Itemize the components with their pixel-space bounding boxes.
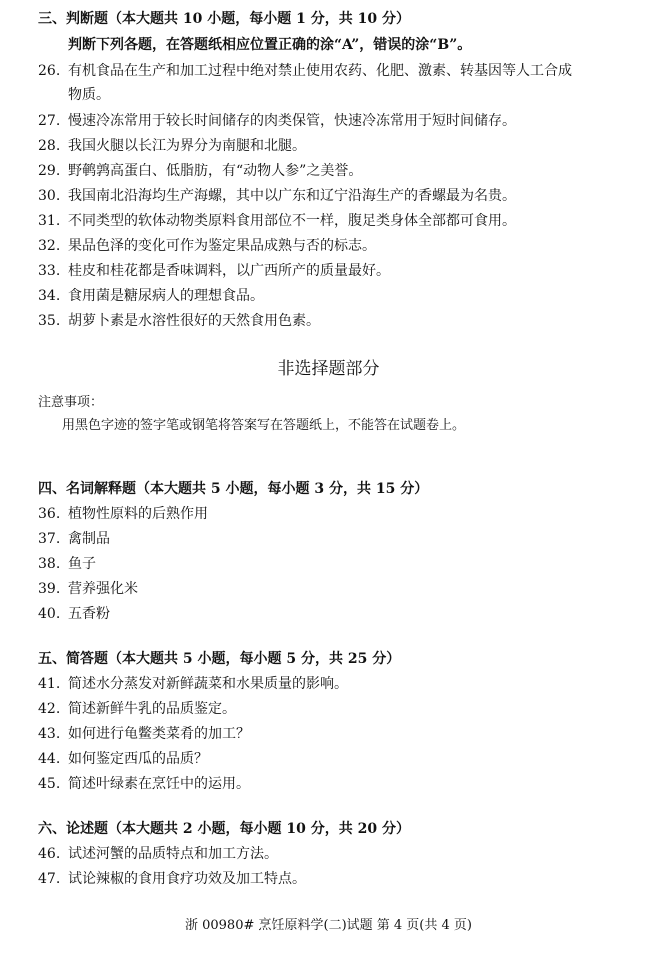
page-footer: 浙 00980# 烹饪原料学(二)试题 第 4 页(共 4 页) <box>184 918 472 933</box>
item-text: 我国火腿以长江为界分为南腿和北腿。 <box>68 138 306 154</box>
item-number: 37. <box>38 531 61 547</box>
notice-label: 注意事项： <box>38 395 104 410</box>
item-number: 34. <box>38 288 61 304</box>
list-item <box>38 675 348 693</box>
item-text: 有机食品在生产和加工过程中绝对禁止使用农药、化肥、激素、转基因等人工合成 <box>68 63 572 79</box>
item-text: 果品色泽的变化可作为鉴定果品成熟与否的标志。 <box>68 238 376 254</box>
item-number: 30. <box>38 188 61 204</box>
item-text: 胡萝卜素是水溶性很好的天然食用色素。 <box>68 313 320 329</box>
item-text: 如何进行龟鳖类菜肴的加工？ <box>68 726 250 742</box>
item-number: 41. <box>38 676 61 692</box>
item-text: 不同类型的软体动物类原料食用部位不一样，腹足类身体全部都可食用。 <box>68 213 516 229</box>
item-text: 试述河蟹的品质特点和加工方法。 <box>68 846 278 862</box>
list-item <box>38 187 516 205</box>
item-text: 植物性原料的后熟作用 <box>68 506 208 522</box>
part-title: 非选择题部分 <box>277 359 380 379</box>
list-item <box>38 287 264 305</box>
item-number: 38. <box>38 556 61 572</box>
item-number: 46. <box>38 846 61 862</box>
item-number: 39. <box>38 581 61 597</box>
item-text: 慢速冷冻常用于较长时间储存的肉类保管，快速冷冻常用于短时间储存。 <box>68 113 516 129</box>
item-text: 五香粉 <box>68 606 110 622</box>
item-text: 试论辣椒的食用食疗功效及加工特点。 <box>68 871 306 887</box>
item-number: 43. <box>38 726 61 742</box>
list-item <box>38 262 390 280</box>
item-text: 桂皮和桂花都是香味调料，以广西所产的质量最好。 <box>68 263 390 279</box>
item-number: 45. <box>38 776 61 792</box>
item-text: 简述叶绿素在烹饪中的运用。 <box>68 776 250 792</box>
item-number: 27. <box>38 113 61 129</box>
list-item <box>38 775 250 793</box>
item-number: 44. <box>38 751 61 767</box>
item-text: 食用菌是糖尿病人的理想食品。 <box>68 288 264 304</box>
item-text: 禽制品 <box>68 531 110 547</box>
list-item <box>38 530 110 548</box>
list-item <box>38 555 96 573</box>
section3-heading: 三、判断题（本大题共 10 小题，每小题 1 分，共 10 分） <box>38 11 410 27</box>
list-item <box>38 137 306 155</box>
list-item <box>38 870 306 888</box>
item-text: 我国南北沿海均生产海螺，其中以广东和辽宁沿海生产的香螺最为名贵。 <box>68 188 516 204</box>
list-item <box>38 62 572 80</box>
item-text: 野鹌鹑高蛋白、低脂肪，有“动物人参”之美誉。 <box>68 163 363 179</box>
section5-heading: 五、简答题（本大题共 5 小题，每小题 5 分，共 25 分） <box>38 651 401 667</box>
item-text: 简述新鲜牛乳的品质鉴定。 <box>68 701 236 717</box>
item-text: 如何鉴定西瓜的品质？ <box>68 751 208 767</box>
item-text-continued: 物质。 <box>68 87 110 103</box>
item-number: 36. <box>38 506 61 522</box>
list-item <box>38 312 320 330</box>
list-item <box>38 237 376 255</box>
list-item <box>38 162 362 180</box>
item-text: 鱼子 <box>68 556 96 572</box>
list-item <box>38 700 236 718</box>
item-number: 28. <box>38 138 61 154</box>
list-item <box>38 845 278 863</box>
item-number: 33. <box>38 263 61 279</box>
list-item <box>38 212 516 230</box>
notice-text: 用黑色字迹的签字笔或钢笔将答案写在答题纸上，不能答在试题卷上。 <box>62 418 466 433</box>
item-number: 32. <box>38 238 61 254</box>
list-item <box>38 605 110 623</box>
list-item <box>38 580 138 598</box>
list-item <box>38 505 208 523</box>
item-text: 简述水分蒸发对新鲜蔬菜和水果质量的影响。 <box>68 676 348 692</box>
section6-heading: 六、论述题（本大题共 2 小题，每小题 10 分，共 20 分） <box>38 821 410 837</box>
list-item <box>38 112 516 130</box>
item-number: 40. <box>38 606 61 622</box>
item-number: 29. <box>38 163 61 179</box>
list-item <box>38 750 208 768</box>
item-number: 42. <box>38 701 61 717</box>
section3-instruction: 判断下列各题，在答题纸相应位置正确的涂“A”，错误的涂“B”。 <box>68 37 472 53</box>
section4-heading: 四、名词解释题（本大题共 5 小题，每小题 3 分，共 15 分） <box>38 481 429 497</box>
item-number: 47. <box>38 871 61 887</box>
item-number: 26. <box>38 63 61 79</box>
item-number: 31. <box>38 213 61 229</box>
item-text: 营养强化米 <box>68 581 138 597</box>
item-number: 35. <box>38 313 61 329</box>
list-item <box>38 725 250 743</box>
